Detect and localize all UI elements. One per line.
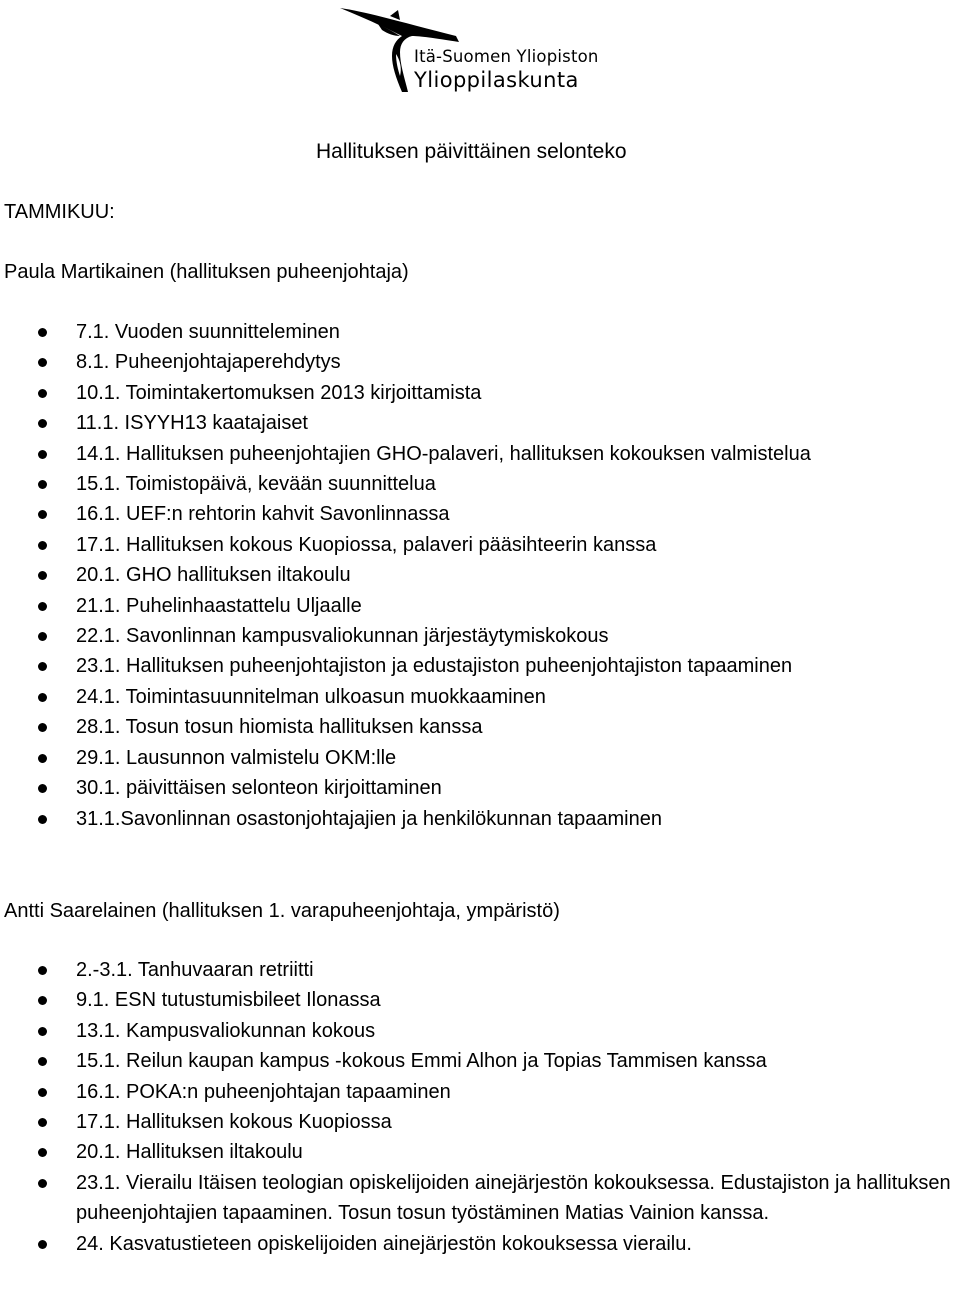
bullet-icon	[38, 358, 47, 367]
activity-list	[0, 955, 960, 1259]
list-item	[0, 1229, 960, 1259]
list-item	[0, 682, 960, 712]
logo-university-text: Itä-Suomen Yliopiston	[414, 47, 599, 66]
list-item	[0, 591, 960, 621]
bullet-icon	[38, 1179, 47, 1188]
list-item	[0, 347, 960, 377]
list-item-text: 2.-3.1. Tanhuvaaran retriitti	[76, 959, 314, 981]
activity-list	[0, 317, 960, 834]
bullet-icon	[38, 996, 47, 1005]
list-item	[0, 773, 960, 803]
list-item	[0, 1137, 960, 1167]
logo-union-text: Ylioppilaskunta	[414, 68, 579, 92]
list-item	[0, 1016, 960, 1046]
union-logo	[338, 2, 620, 94]
bullet-icon	[38, 815, 47, 824]
bullet-icon	[38, 571, 47, 580]
list-item-text: 16.1. UEF:n rehtorin kahvit Savonlinnassa	[76, 503, 450, 526]
list-item	[0, 469, 960, 499]
list-item-text: 17.1. Hallituksen kokous Kuopiossa	[76, 1111, 392, 1134]
list-item	[0, 378, 960, 408]
bullet-icon	[38, 328, 47, 337]
list-item-text: 30.1. päivittäisen selonteon kirjoittaminen	[76, 777, 442, 800]
list-item-text: 7.1. Vuoden suunnitteleminen	[76, 321, 340, 343]
list-item-text: 14.1. Hallituksen puheenjohtajien GHO-palaveri, hallituksen kokouksen valmistelua	[76, 442, 811, 465]
bullet-icon	[38, 1057, 47, 1066]
bullet-icon	[38, 510, 47, 519]
bullet-icon	[38, 1148, 47, 1157]
bullet-icon	[38, 754, 47, 763]
bullet-icon	[38, 1240, 47, 1249]
list-item-text: 24. Kasvatustieteen opiskelijoiden ainejärjestön kokouksessa vierailu.	[76, 1232, 692, 1255]
list-item	[0, 743, 960, 773]
list-item	[0, 712, 960, 742]
list-item-text: 24.1. Toimintasuunnitelman ulkoasun muokkaaminen	[76, 685, 546, 708]
list-item-text: 10.1. Toimintakertomuksen 2013 kirjoittamista	[76, 381, 482, 404]
document-title: Hallituksen päivittäinen selonteko	[316, 140, 627, 163]
list-item	[0, 985, 960, 1015]
list-item-text: 17.1. Hallituksen kokous Kuopiossa, palaveri pääsihteerin kanssa	[76, 533, 657, 556]
bullet-icon	[38, 723, 47, 732]
list-item	[0, 1077, 960, 1107]
person-heading: Paula Martikainen (hallituksen puheenjohtaja)	[4, 261, 409, 283]
list-item	[0, 499, 960, 529]
list-item	[0, 621, 960, 651]
list-item-text: 8.1. Puheenjohtajaperehdytys	[76, 351, 341, 374]
person-heading: Antti Saarelainen (hallituksen 1. varapuheenjohtaja, ympäristö)	[4, 900, 560, 922]
list-item	[0, 1168, 960, 1229]
list-item	[0, 804, 960, 834]
bullet-icon	[38, 389, 47, 398]
bullet-icon	[38, 419, 47, 428]
bullet-icon	[38, 602, 47, 611]
bullet-icon	[38, 480, 47, 489]
bullet-icon	[38, 662, 47, 671]
list-item	[0, 955, 960, 985]
month-heading: TAMMIKUU:	[4, 201, 115, 223]
list-item-text: 31.1.Savonlinnan osastonjohtajajien ja henkilökunnan tapaaminen	[76, 807, 662, 830]
list-item	[0, 560, 960, 590]
bullet-icon	[38, 1088, 47, 1097]
list-item-text: 15.1. Toimistopäivä, kevään suunnittelua	[76, 473, 436, 496]
list-item-text: 29.1. Lausunnon valmistelu OKM:lle	[76, 746, 397, 769]
bullet-icon	[38, 693, 47, 702]
list-item	[0, 408, 960, 438]
list-item-text: 15.1. Reilun kaupan kampus -kokous Emmi Alhon ja Topias Tammisen kanssa	[76, 1050, 767, 1073]
bullet-icon	[38, 784, 47, 793]
bullet-icon	[38, 450, 47, 459]
bullet-icon	[38, 541, 47, 550]
list-item	[0, 651, 960, 681]
list-item-text: 20.1. Hallituksen iltakoulu	[76, 1141, 303, 1164]
list-item-text: 9.1. ESN tutustumisbileet Ilonassa	[76, 989, 381, 1012]
list-item	[0, 317, 960, 347]
list-item-text: 20.1. GHO hallituksen iltakoulu	[76, 564, 351, 587]
list-item-text: 16.1. POKA:n puheenjohtajan tapaaminen	[76, 1080, 451, 1103]
list-item-text: 23.1. Vierailu Itäisen teologian opiskelijoiden ainejärjestön kokouksessa. Edustajiston ja hallituksen puheenjohtajien tapaaminen. Tosun tosun työstäminen Matias Vainion kanssa.	[76, 1171, 951, 1225]
list-item-text: 13.1. Kampusvaliokunnan kokous	[76, 1019, 376, 1042]
list-item-text: 28.1. Tosun tosun hiomista hallituksen kanssa	[76, 716, 483, 739]
list-item-text: 21.1. Puhelinhaastattelu Uljaalle	[76, 594, 362, 617]
list-item	[0, 1107, 960, 1137]
list-item-text: 22.1. Savonlinnan kampusvaliokunnan järjestäytymiskokous	[76, 625, 609, 648]
bullet-icon	[38, 966, 47, 975]
bullet-icon	[38, 632, 47, 641]
list-item	[0, 1046, 960, 1076]
bullet-icon	[38, 1027, 47, 1036]
list-item-text: 23.1. Hallituksen puheenjohtajiston ja edustajiston puheenjohtajiston tapaaminen	[76, 655, 793, 678]
bullet-icon	[38, 1118, 47, 1127]
list-item	[0, 530, 960, 560]
list-item-text: 11.1. ISYYH13 kaatajaiset	[76, 412, 308, 435]
list-item	[0, 439, 960, 469]
